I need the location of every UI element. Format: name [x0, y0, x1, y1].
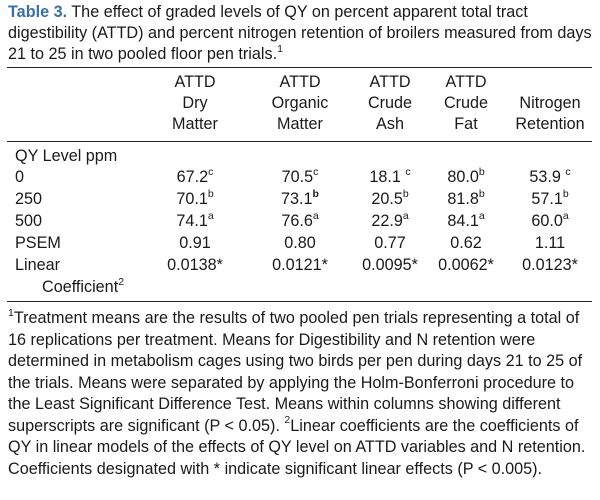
- table-cell: 76.6$^a$: [281, 209, 319, 230]
- row-label: PSEM: [15, 234, 61, 252]
- col-header-nitrogen-retention: Nitrogen Retention: [515, 94, 585, 133]
- row-label-linear-coefficient: Coefficient$^2$: [42, 275, 125, 296]
- row-label: 0: [15, 168, 25, 186]
- row-label: 250: [15, 190, 43, 208]
- table-cell: 57.1$^b$: [531, 187, 569, 208]
- table-footnote: $^1$Treatment means are the results of two pooled pen trials representing a total of 16 replications per treatment. Means for Digestibility and N retention were determined in metabolism cages using two birds per pen during days 21 to 25 of the trials. Means were separated by applying the Holm-Bonferroni procedure to the Least Significant Difference Test. Means within columns showing different superscripts are significant (P < 0.05). $^2$Linear coefficients are the coefficients of QY in linear models of the effects of QY level on ATTD variables and N retention. Coefficients designated with * indicate significant linear effects (P < 0.005).: [8, 306, 586, 478]
- table-cell: 74.1$^a$: [176, 209, 214, 230]
- table-cell: 73.1$^b$: [281, 187, 319, 208]
- col-header-crude-fat: ATTD Crude Fat: [443, 73, 489, 133]
- bottom-rule: [7, 301, 592, 302]
- top-rule: [7, 67, 592, 68]
- table-cell: 53.9 $^c$: [529, 165, 571, 186]
- col-header-dry-matter: ATTD Dry Matter: [172, 73, 218, 133]
- footnote-text-2: Linear coefficients are the coefficients of QY in linear models of the effects of QY level on ATTD variables and N retention. Coefficients designated with * indicate significant linear effects (P < 0.005).: [8, 416, 586, 478]
- footnote-text-1: Treatment means are the results of two pooled pen trials representing a total of 16 replications per treatment. Means for Digestibility and N retention were determined in metabolism cages using two birds per pen during days 21 to 25 of the trials. Means were separated by applying the Holm-Bonferroni procedure to the Least Significant Difference Test. Means within columns showing different superscripts are significant (P < 0.05).: [8, 309, 583, 435]
- table-cell: 0.0138*: [167, 256, 223, 274]
- table-cell: 0.0095*: [362, 256, 418, 274]
- table-cell: 0.0121*: [272, 256, 328, 274]
- caption-footnote-marker: 1: [277, 42, 283, 55]
- table-cell: 1.11: [534, 234, 566, 252]
- table-cell: 22.9$^a$: [371, 209, 409, 230]
- table-label: Table 3.: [8, 3, 68, 21]
- table-cell: 67.2$^c$: [176, 165, 214, 186]
- caption-text: The effect of graded levels of QY on percent apparent total tract digestibility (ATTD) and percent nitrogen retention of broilers measured from days 21 to 25 in two pooled floor pen trials.: [8, 3, 592, 63]
- table-cell: 0.62: [450, 234, 482, 252]
- col-header-organic-matter: ATTD Organic Matter: [271, 73, 329, 133]
- table-cell: 84.1$^a$: [447, 209, 485, 230]
- table-cell: 0.0123*: [522, 256, 578, 274]
- table-caption: [8, 2, 594, 65]
- table-cell: 80.0$^b$: [447, 165, 485, 186]
- table-cell: 20.5$^b$: [371, 187, 409, 208]
- table-cell: 70.1$^b$: [176, 187, 214, 208]
- table-cell: 70.5$^c$: [281, 165, 319, 186]
- table-cell: 0.80: [284, 234, 316, 252]
- table-cell: 0.0062*: [438, 256, 494, 274]
- table-cell: 60.0$^a$: [531, 209, 569, 230]
- table-cell: 0.77: [374, 234, 406, 252]
- row-label: Linear: [15, 256, 60, 274]
- table-cell: 0.91: [179, 234, 211, 252]
- section-label: QY Level ppm: [15, 147, 118, 165]
- row-label: 500: [15, 212, 43, 230]
- col-header-crude-ash: ATTD Crude Ash: [367, 73, 413, 133]
- table-cell: 81.8$^b$: [447, 187, 485, 208]
- header-rule: [7, 141, 592, 142]
- table-cell: 18.1 $^c$: [369, 165, 411, 186]
